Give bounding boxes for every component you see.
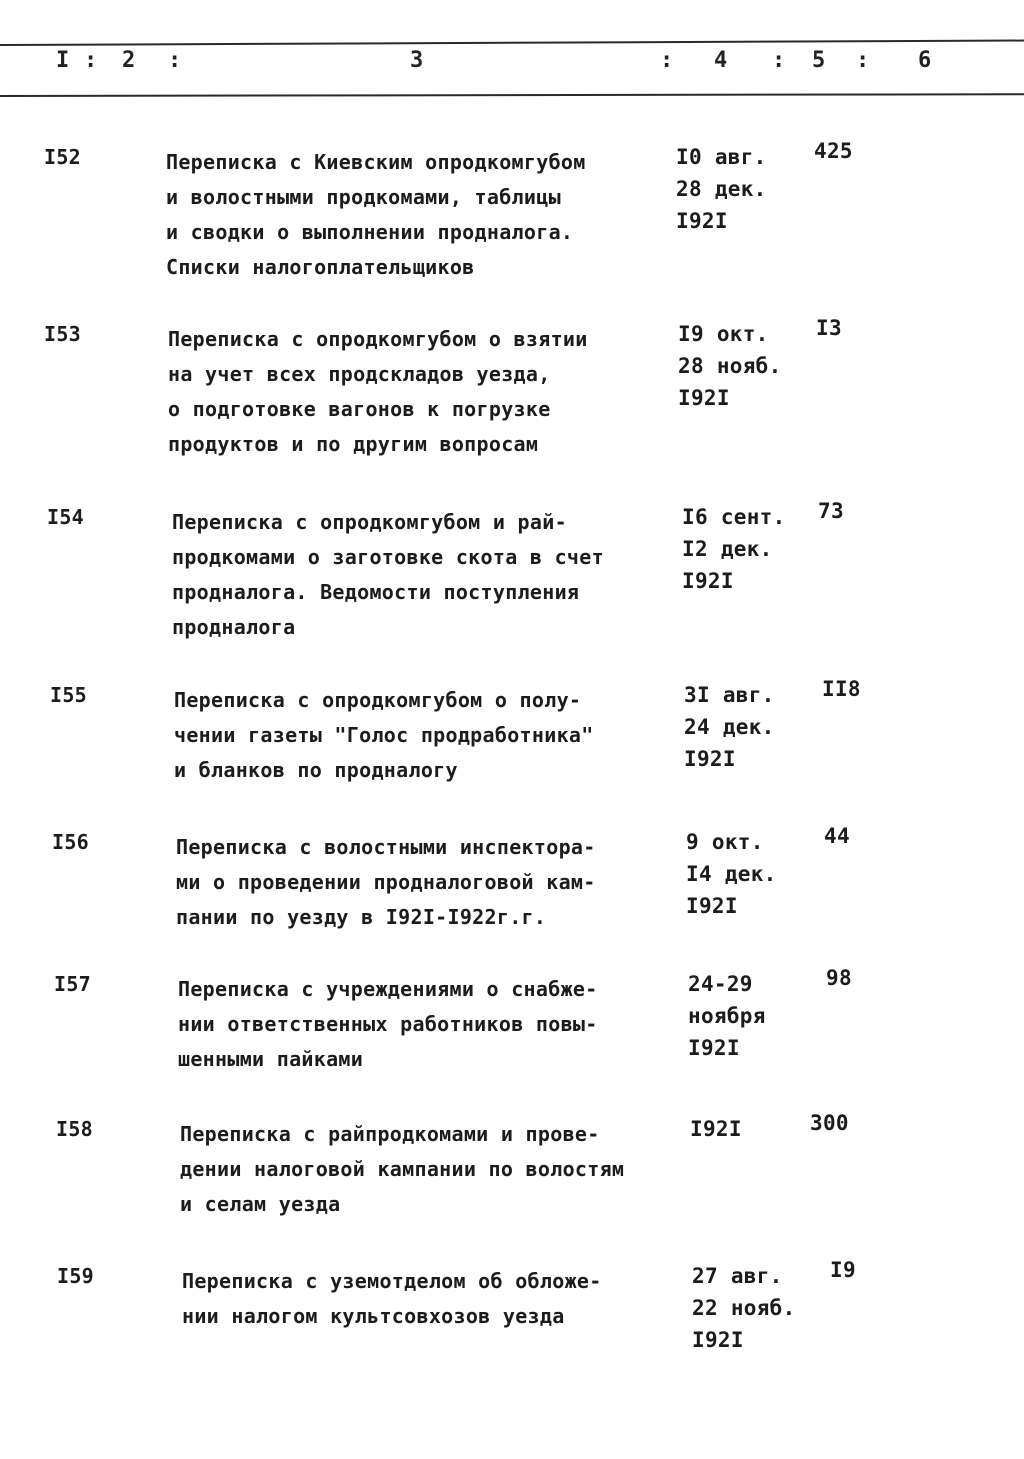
entry-date-line: 27 авг. bbox=[692, 1264, 783, 1288]
entry-date-line: I92I bbox=[684, 747, 736, 771]
column-separator: : bbox=[772, 48, 786, 73]
entry-title bbox=[166, 145, 586, 285]
entry-title-line: Переписка с уземотделом об обложе- bbox=[182, 1269, 602, 1293]
entry-dates bbox=[690, 1113, 742, 1145]
column-header-6: 6 bbox=[918, 48, 932, 73]
entry-dates bbox=[676, 141, 767, 237]
entry-title-line: Переписка с райпродкомами и прове- bbox=[180, 1122, 600, 1146]
entry-dates bbox=[682, 501, 786, 597]
column-separator: : bbox=[168, 48, 182, 73]
entry-dates bbox=[684, 679, 775, 775]
entry-title-line: Переписка с опродкомгубом о полу- bbox=[174, 688, 582, 712]
entry-title-line: продналога. Ведомости поступления bbox=[172, 580, 580, 604]
entry-title-line: Списки налогоплательщиков bbox=[166, 255, 475, 279]
entry-title bbox=[180, 1117, 624, 1222]
entry-title bbox=[172, 505, 604, 645]
entry-title-line: Переписка с опродкомгубом и рай- bbox=[172, 510, 567, 534]
entry-dates bbox=[678, 318, 782, 414]
entry-sheet-count: 98 bbox=[826, 966, 852, 990]
column-separator: : bbox=[660, 48, 674, 73]
entry-number: I52 bbox=[44, 145, 82, 169]
entry-title bbox=[168, 322, 588, 462]
entry-sheet-count: I3 bbox=[816, 316, 842, 340]
column-header-4: 4 bbox=[714, 48, 728, 73]
entry-sheet-count: 73 bbox=[818, 499, 844, 523]
entry-title-line: ми о проведении продналоговой кам- bbox=[176, 870, 596, 894]
entry-title-line: пании по уезду в I92I-I922г.г. bbox=[176, 905, 547, 929]
entry-number: I55 bbox=[50, 683, 88, 707]
entry-number: I56 bbox=[52, 830, 90, 854]
entry-sheet-count: 425 bbox=[814, 139, 853, 163]
entry-title-line: и сводки о выполнении продналога. bbox=[166, 220, 574, 244]
entry-sheet-count: I9 bbox=[830, 1258, 856, 1282]
entry-title-line: о подготовке вагонов к погрузке bbox=[168, 397, 551, 421]
header-top-rule bbox=[0, 40, 1024, 46]
entry-title-line: дении налоговой кампании по волостям bbox=[180, 1157, 625, 1181]
entry-dates bbox=[686, 826, 777, 922]
entry-title-line: шенными пайками bbox=[178, 1047, 364, 1071]
entry-date-line: I92I bbox=[678, 386, 730, 410]
entry-sheet-count: II8 bbox=[822, 677, 861, 701]
entry-title-line: продналога bbox=[172, 615, 296, 639]
entry-number: I58 bbox=[56, 1117, 94, 1141]
entry-date-line: 3I авг. bbox=[684, 683, 775, 707]
entry-date-line: I6 сент. bbox=[682, 505, 786, 529]
entry-title-line: на учет всех продскладов уезда, bbox=[168, 362, 551, 386]
entry-date-line: I92I bbox=[688, 1036, 740, 1060]
entry-title-line: нии ответственных работников повы- bbox=[178, 1012, 598, 1036]
entry-date-line: I92I bbox=[690, 1117, 742, 1141]
entry-number: I59 bbox=[57, 1264, 95, 1288]
entry-title-line: и бланков по продналогу bbox=[174, 758, 458, 782]
entry-title bbox=[178, 972, 598, 1077]
entry-title-line: и волостными продкомами, таблицы bbox=[166, 185, 561, 209]
entry-title-line: и селам уезда bbox=[180, 1192, 341, 1216]
entry-date-line: 28 нояб. bbox=[678, 354, 782, 378]
entry-date-line: I92I bbox=[682, 569, 734, 593]
entry-number: I53 bbox=[44, 322, 82, 346]
column-header-5: 5 bbox=[812, 48, 826, 73]
entry-date-line: I9 окт. bbox=[678, 322, 769, 346]
entry-date-line: 22 нояб. bbox=[692, 1296, 796, 1320]
entry-title-line: продкомами о заготовке скота в счет bbox=[172, 545, 604, 569]
entry-dates bbox=[692, 1260, 796, 1356]
entry-date-line: 28 дек. bbox=[676, 177, 767, 201]
entry-date-line: I4 дек. bbox=[686, 862, 777, 886]
entry-title-line: нии налогом культсовхозов уезда bbox=[182, 1304, 565, 1328]
entry-date-line: I92I bbox=[686, 894, 738, 918]
entry-title-line: Переписка с опродкомгубом о взятии bbox=[168, 327, 588, 351]
entry-sheet-count: 44 bbox=[824, 824, 850, 848]
entry-title-line: Переписка с Киевским опродкомгубом bbox=[166, 150, 586, 174]
column-separator: : bbox=[84, 48, 98, 73]
entry-date-line: I2 дек. bbox=[682, 537, 773, 561]
header-bottom-rule bbox=[0, 93, 1024, 97]
column-separator: : bbox=[856, 48, 870, 73]
entry-title-line: чении газеты "Голос продработника" bbox=[174, 723, 594, 747]
entry-date-line: 9 окт. bbox=[686, 830, 764, 854]
entry-date-line: I92I bbox=[692, 1328, 744, 1352]
column-header-3: 3 bbox=[410, 48, 424, 73]
entry-title-line: Переписка с волостными инспектора- bbox=[176, 835, 596, 859]
column-header-1: I bbox=[56, 48, 70, 73]
entry-dates bbox=[688, 968, 766, 1064]
entry-title bbox=[176, 830, 596, 935]
entry-number: I54 bbox=[47, 505, 85, 529]
entry-date-line: 24 дек. bbox=[684, 715, 775, 739]
entry-date-line: I0 авг. bbox=[676, 145, 767, 169]
entry-title-line: продуктов и по другим вопросам bbox=[168, 432, 539, 456]
entry-title bbox=[182, 1264, 602, 1334]
entry-title bbox=[174, 683, 594, 788]
entry-date-line: I92I bbox=[676, 209, 728, 233]
entry-date-line: ноября bbox=[688, 1004, 766, 1028]
entry-date-line: 24-29 bbox=[688, 972, 753, 996]
column-header-2: 2 bbox=[122, 48, 136, 73]
entry-sheet-count: 300 bbox=[810, 1111, 849, 1135]
entry-title-line: Переписка с учреждениями о снабже- bbox=[178, 977, 598, 1001]
entry-number: I57 bbox=[54, 972, 92, 996]
